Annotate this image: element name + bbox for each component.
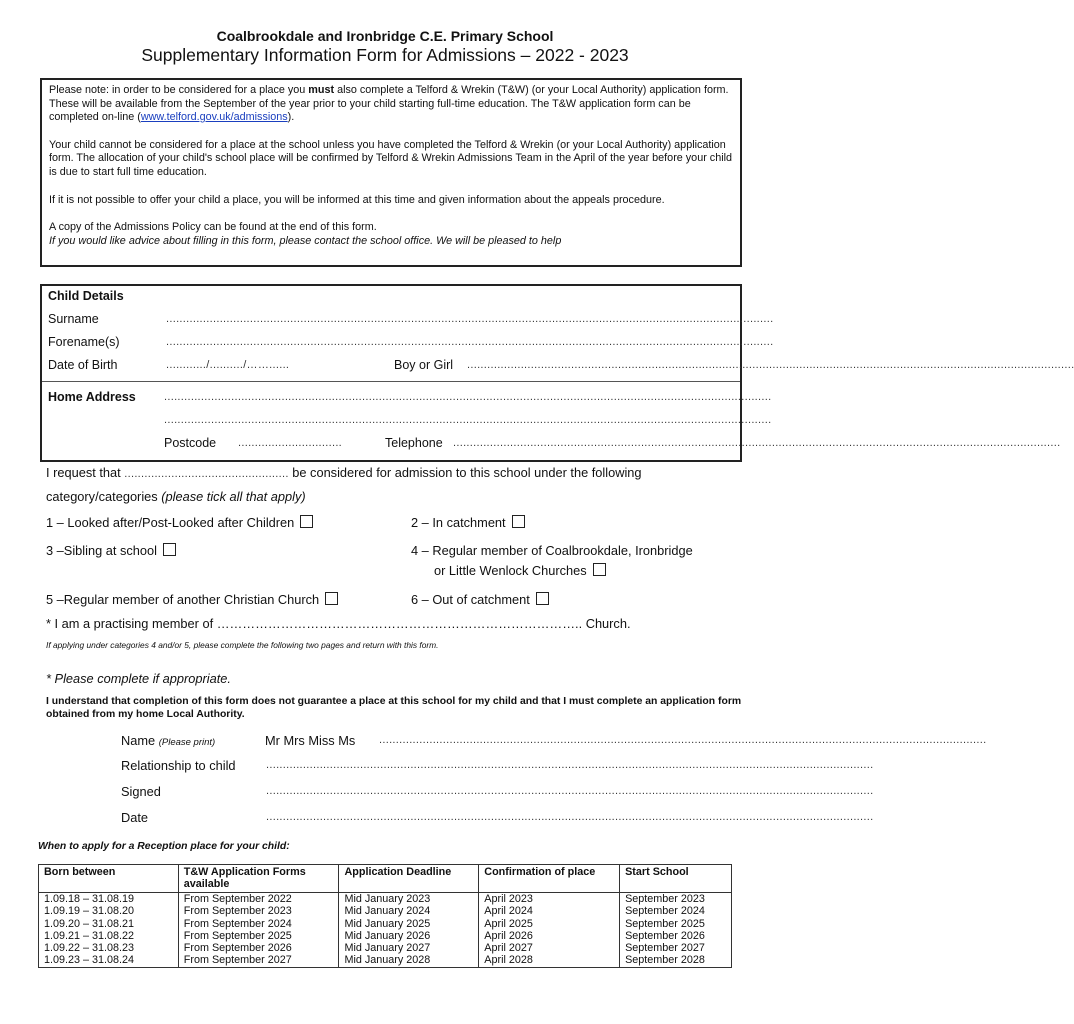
title-options[interactable]: Mr Mrs Miss Ms bbox=[265, 733, 356, 748]
relationship-label: Relationship to child bbox=[121, 758, 236, 773]
categories-4-5-note: If applying under categories 4 and/or 5, please complete the following two pages and return with this form. bbox=[46, 640, 439, 650]
table-cell: Mid January 2024 bbox=[339, 905, 479, 917]
table-header-row bbox=[39, 865, 732, 893]
table-row bbox=[39, 893, 732, 906]
name-hint: (Please print) bbox=[158, 737, 216, 748]
category-hint: (please tick all that apply) bbox=[161, 489, 306, 504]
table-cell: April 2024 bbox=[479, 905, 620, 917]
category-5-checkbox[interactable] bbox=[325, 592, 338, 605]
child-details-box bbox=[40, 284, 1074, 462]
dob-field[interactable]: ............/........../……...... bbox=[166, 359, 290, 371]
table-cell: From September 2026 bbox=[178, 942, 339, 954]
category-3 bbox=[46, 543, 176, 558]
date-field[interactable]: ..................................................................................................................................................................................... bbox=[266, 811, 874, 823]
note-paragraph-4: A copy of the Admissions Policy can be found at the end of this form. bbox=[49, 221, 377, 234]
complete-if-appropriate-note: * Please complete if appropriate. bbox=[46, 671, 231, 686]
table-cell: From September 2023 bbox=[178, 905, 339, 917]
church-name-field[interactable]: ………………………………………………………………………….. bbox=[216, 616, 583, 631]
telephone-label: Telephone bbox=[385, 436, 443, 450]
signed-label: Signed bbox=[121, 784, 161, 799]
surname-label: Surname bbox=[48, 312, 99, 326]
address-line-2[interactable]: ..................................................................................................................................................................................... bbox=[164, 414, 772, 426]
request-child-field[interactable]: ................................................. bbox=[124, 468, 289, 480]
note-paragraph-5: If you would like advice about filling in this form, please contact the school office. We will be pleased to help bbox=[49, 234, 562, 247]
postcode-label: Postcode bbox=[164, 436, 217, 450]
category-instruction bbox=[46, 489, 306, 504]
col-born-between: Born between bbox=[39, 865, 179, 893]
note-paragraph-2: Your child cannot be considered for a place at the school unless you have completed the Telford & Wrekin (or your Local Authority) application form. The allocation of your child's school place will be confirmed by Telford & Wrekin Admissions Team in the April of the year before your child is due to start full time education. bbox=[49, 138, 732, 178]
forenames-label: Forename(s) bbox=[48, 335, 120, 349]
table-cell: Mid January 2028 bbox=[339, 954, 479, 967]
home-address-heading: Home Address bbox=[48, 390, 136, 404]
category-3-checkbox[interactable] bbox=[163, 543, 176, 556]
date-label: Date bbox=[121, 810, 149, 825]
table-cell: From September 2027 bbox=[178, 954, 339, 967]
category-1 bbox=[46, 515, 313, 530]
category-5 bbox=[46, 592, 338, 607]
table-cell: From September 2024 bbox=[178, 918, 339, 930]
forenames-field[interactable]: ..................................................................................................................................................................................... bbox=[166, 336, 774, 348]
table-cell: Mid January 2025 bbox=[339, 918, 479, 930]
divider bbox=[42, 381, 740, 382]
dob-label: Date of Birth bbox=[48, 358, 118, 372]
note-text: ). bbox=[287, 111, 295, 124]
category-4 bbox=[434, 563, 606, 578]
category-2 bbox=[411, 515, 525, 530]
surname-field[interactable]: ..................................................................................................................................................................................... bbox=[166, 313, 774, 325]
signature-field[interactable]: ..................................................................................................................................................................................... bbox=[266, 785, 874, 797]
name-text: Name bbox=[121, 733, 156, 748]
parent-name-field[interactable]: ..................................................................................................................................................................................... bbox=[379, 734, 987, 746]
parent-name-label bbox=[121, 733, 215, 748]
col-forms-available: T&W Application Forms available bbox=[178, 865, 339, 893]
form-title: Supplementary Information Form for Admissions – 2022 - 2023 bbox=[141, 45, 629, 65]
col-start-school: Start School bbox=[620, 865, 732, 893]
table-cell: 1.09.18 – 31.08.19 bbox=[39, 893, 179, 906]
table-cell: 1.09.20 – 31.08.21 bbox=[39, 918, 179, 930]
table-cell: 1.09.21 – 31.08.22 bbox=[39, 930, 179, 942]
category-1-label: 1 – Looked after/Post-Looked after Children bbox=[46, 515, 295, 530]
gender-field[interactable]: ..................................................................................................................................................................................... bbox=[467, 359, 1074, 371]
practising-text: Church. bbox=[582, 616, 631, 631]
table-cell: September 2027 bbox=[620, 942, 732, 954]
table-cell: Mid January 2027 bbox=[339, 942, 479, 954]
category-text: category/categories bbox=[46, 489, 162, 504]
note-text: also complete a Telford & Wrekin (T&W) (or your Local Authority) application form. These will be available from the September of the year prior to your child starting full-time education. The T&W application form can be completed on-line ( bbox=[49, 84, 729, 124]
table-cell: September 2025 bbox=[620, 918, 732, 930]
category-2-checkbox[interactable] bbox=[512, 515, 525, 528]
table-cell: From September 2025 bbox=[178, 930, 339, 942]
table-row bbox=[39, 930, 732, 942]
table-cell: April 2025 bbox=[479, 918, 620, 930]
child-details-heading: Child Details bbox=[48, 289, 124, 303]
category-2-label: 2 – In catchment bbox=[411, 515, 506, 530]
relationship-field[interactable]: ..................................................................................................................................................................................... bbox=[266, 759, 874, 771]
admissions-link[interactable]: www.telford.gov.uk/admissions bbox=[140, 111, 288, 124]
table-row bbox=[39, 918, 732, 930]
table-cell: April 2023 bbox=[479, 893, 620, 906]
request-text: I request that bbox=[46, 465, 125, 480]
category-1-checkbox[interactable] bbox=[300, 515, 313, 528]
table-row bbox=[39, 954, 732, 967]
postcode-field[interactable]: ............................... bbox=[238, 437, 343, 449]
table-cell: April 2028 bbox=[479, 954, 620, 967]
category-6-checkbox[interactable] bbox=[536, 592, 549, 605]
table-cell: Mid January 2026 bbox=[339, 930, 479, 942]
table-cell: From September 2022 bbox=[178, 893, 339, 906]
telephone-field[interactable]: ..................................................................................................................................................................................... bbox=[453, 437, 1061, 449]
understanding-statement: I understand that completion of this form does not guarantee a place at this school for my child and that I must complete an application form obtained from my home Local Authority. bbox=[46, 696, 742, 720]
category-4-line-1: 4 – Regular member of Coalbrookdale, Ironbridge bbox=[411, 543, 693, 558]
col-deadline: Application Deadline bbox=[339, 865, 479, 893]
table-cell: April 2026 bbox=[479, 930, 620, 942]
note-text: Please note: in order to be considered for a place you bbox=[49, 84, 309, 96]
request-line bbox=[46, 465, 642, 480]
table-cell: 1.09.23 – 31.08.24 bbox=[39, 954, 179, 967]
table-row bbox=[39, 942, 732, 954]
table-cell: September 2024 bbox=[620, 905, 732, 917]
practising-member-line bbox=[46, 616, 631, 631]
category-4-label: or Little Wenlock Churches bbox=[434, 563, 587, 578]
col-confirmation: Confirmation of place bbox=[479, 865, 620, 893]
category-3-label: 3 –Sibling at school bbox=[46, 543, 157, 558]
table-cell: September 2026 bbox=[620, 930, 732, 942]
table-cell: 1.09.22 – 31.08.23 bbox=[39, 942, 179, 954]
table-cell: Mid January 2023 bbox=[339, 893, 479, 906]
note-paragraph-3: If it is not possible to offer your child a place, you will be informed at this time and given information about the appeals procedure. bbox=[49, 193, 665, 206]
table-cell: September 2023 bbox=[620, 893, 732, 906]
table-cell: September 2028 bbox=[620, 954, 732, 967]
table-row bbox=[39, 905, 732, 917]
category-5-label: 5 –Regular member of another Christian Church bbox=[46, 592, 320, 607]
practising-text: * I am a practising member of bbox=[46, 616, 217, 631]
table-cell: April 2027 bbox=[479, 942, 620, 954]
schedule-caption: When to apply for a Reception place for your child: bbox=[38, 841, 290, 852]
admission-notes-box bbox=[40, 78, 742, 267]
note-paragraph-1 bbox=[49, 84, 733, 125]
note-must: must bbox=[308, 84, 335, 96]
reception-schedule-table bbox=[38, 864, 732, 968]
table-cell: 1.09.19 – 31.08.20 bbox=[39, 905, 179, 917]
request-text: be considered for admission to this school under the following bbox=[288, 465, 642, 480]
category-6-label: 6 – Out of catchment bbox=[411, 592, 530, 607]
gender-label: Boy or Girl bbox=[394, 358, 454, 372]
address-line-1[interactable]: ..................................................................................................................................................................................... bbox=[164, 391, 772, 403]
school-name: Coalbrookdale and Ironbridge C.E. Primary School bbox=[216, 28, 554, 44]
category-4-checkbox[interactable] bbox=[593, 563, 606, 576]
category-6 bbox=[411, 592, 549, 607]
